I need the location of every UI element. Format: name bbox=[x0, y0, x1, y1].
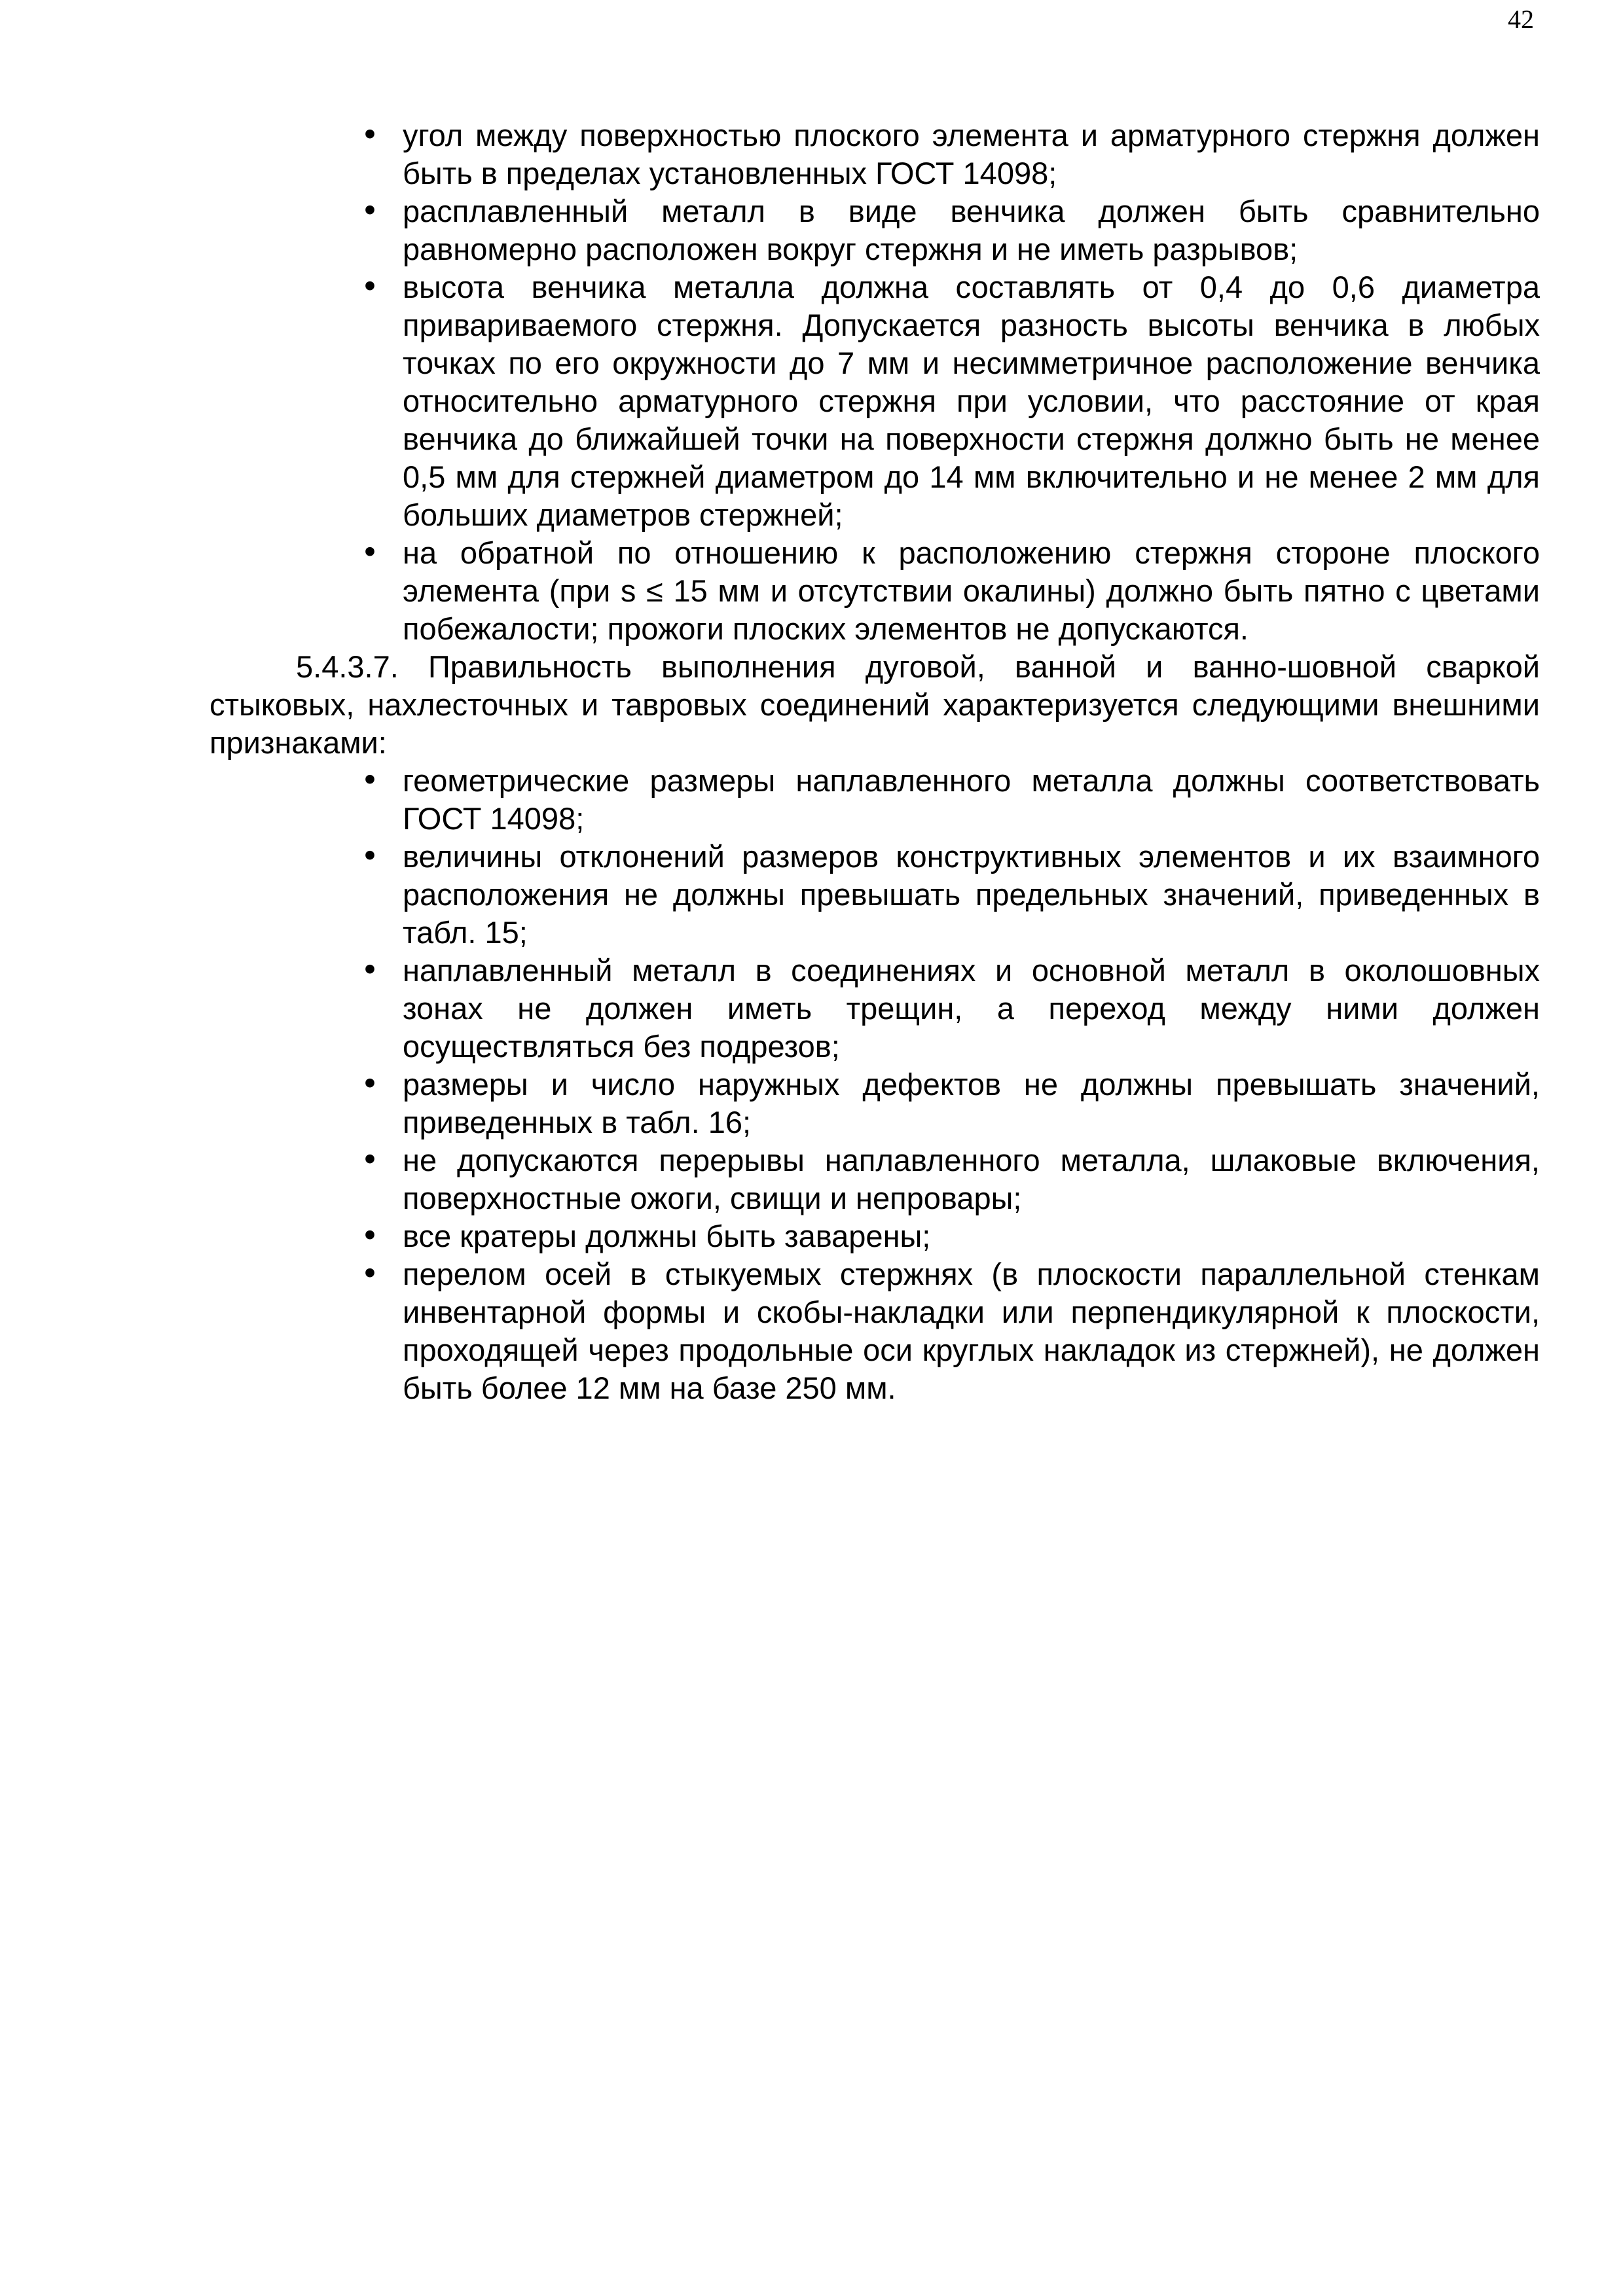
list-item-text: не допускаются перерывы наплавленного металла, шлаковые включения, поверхностные ожоги, свищи и непровары; bbox=[403, 1143, 1540, 1215]
list-item bbox=[361, 192, 1540, 268]
bullet-icon: • bbox=[361, 1218, 379, 1254]
list-item bbox=[361, 1066, 1540, 1141]
bullet-icon: • bbox=[361, 1142, 379, 1178]
list-item-text: размеры и число наружных дефектов не должны превышать значений, приведенных в табл. 16; bbox=[403, 1067, 1540, 1139]
bullet-list-stud-welding bbox=[210, 117, 1540, 648]
bullet-icon: • bbox=[361, 838, 379, 874]
list-item bbox=[361, 1255, 1540, 1407]
list-item-text: высота венчика металла должна составлять от 0,4 до 0,6 диаметра привариваемого стержня. Допускается разность высоты венчика в любых точках по его окружности до 7 мм и несимметричное расположение венчика относительно арматурного стержня при условии, что расстояние от края венчика до ближайшей точки на поверхности стержня должно быть не менее 0,5 мм для стержней диаметром до 14 мм включительно и не менее 2 мм для больших диаметров стержней; bbox=[403, 270, 1540, 532]
bullet-icon: • bbox=[361, 762, 379, 798]
bullet-icon: • bbox=[361, 1256, 379, 1292]
list-item-text: все кратеры должны быть заварены; bbox=[403, 1219, 931, 1253]
list-item bbox=[361, 952, 1540, 1066]
list-item-text: геометрические размеры наплавленного металла должны соответствовать ГОСТ 14098; bbox=[403, 763, 1540, 836]
list-item-text: на обратной по отношению к расположению стержня стороне плоского элемента (при s ≤ 15 мм и отсутствии окалины) должно быть пятно с цветами побежалости; прожоги плоских элементов не допускаются. bbox=[403, 535, 1540, 646]
list-item bbox=[361, 268, 1540, 534]
bullet-icon: • bbox=[361, 269, 379, 305]
bullet-icon: • bbox=[361, 1066, 379, 1102]
section-paragraph: 5.4.3.7. Правильность выполнения дуговой, ванной и ванно-шовной сваркой стыковых, нахлесточных и тавровых соединений характеризуется следующими внешними признаками: bbox=[210, 649, 1540, 760]
page-number: 42 bbox=[1508, 5, 1534, 34]
list-item-text: расплавленный металл в виде венчика должен быть сравнительно равномерно расположен вокруг стержня и не иметь разрывов; bbox=[403, 194, 1540, 266]
list-item bbox=[361, 1217, 1540, 1255]
list-item bbox=[361, 534, 1540, 648]
bullet-icon: • bbox=[361, 117, 379, 153]
list-item-text: перелом осей в стыкуемых стержнях (в плоскости параллельной стенкам инвентарной формы и скобы-накладки или перпендикулярной к плоскости, проходящей через продольные оси круглых накладок из стержней), не должен быть более 12 мм на базе 250 мм. bbox=[403, 1257, 1540, 1405]
list-item-text: величины отклонений размеров конструктивных элементов и их взаимного расположения не должны превышать предельных значений, приведенных в табл. 15; bbox=[403, 839, 1540, 950]
list-item-text: наплавленный металл в соединениях и основной металл в околошовных зонах не должен иметь трещин, а переход между ними должен осуществляться без подрезов; bbox=[403, 953, 1540, 1064]
bullet-list-arc-welding bbox=[210, 762, 1540, 1407]
document-body bbox=[210, 117, 1540, 1407]
list-item-text: угол между поверхностью плоского элемента и арматурного стержня должен быть в пределах установленных ГОСТ 14098; bbox=[403, 118, 1540, 190]
bullet-icon: • bbox=[361, 952, 379, 988]
list-item bbox=[361, 838, 1540, 952]
list-item bbox=[361, 762, 1540, 838]
list-item bbox=[361, 117, 1540, 192]
bullet-icon: • bbox=[361, 193, 379, 229]
list-item bbox=[361, 1141, 1540, 1217]
bullet-icon: • bbox=[361, 535, 379, 571]
